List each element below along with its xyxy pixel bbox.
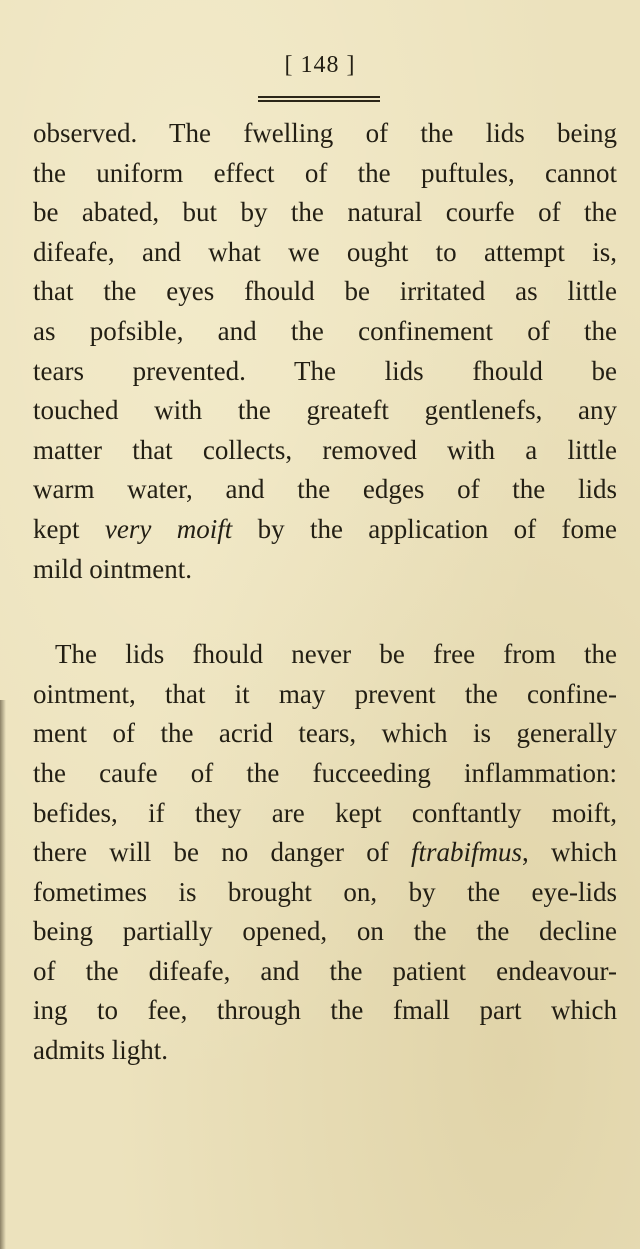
text-line: matter that collects, removed with a little	[33, 434, 617, 465]
page-number: [ 148 ]	[284, 52, 356, 78]
text-line: mild ointment.	[33, 553, 192, 584]
text-run: kept	[33, 513, 105, 544]
text-line	[33, 510, 617, 550]
page-header	[0, 52, 640, 79]
text-line: ointment, that it may prevent the confine-	[33, 678, 617, 709]
text-line: of the difeafe, and the patient endeavour-	[33, 955, 617, 986]
text-line: warm water, and the edges of the lids	[33, 474, 617, 505]
header-rule	[258, 96, 380, 102]
text-line: fometimes is brought on, by the eye-lids	[33, 876, 617, 907]
text-line: difeafe, and what we ought to attempt is,	[33, 236, 617, 267]
paragraph-1	[33, 114, 617, 589]
text-line: observed. The fwelling of the lids being	[33, 118, 617, 148]
italic-phrase: very moift	[104, 513, 233, 544]
body-text	[33, 114, 617, 1071]
paragraph-gap	[33, 589, 617, 635]
text-line: befides, if they are kept conftantly moift,	[33, 797, 617, 828]
text-line: The lids fhould never be free from the	[55, 639, 617, 670]
text-line: ment of the acrid tears, which is generally	[33, 718, 617, 749]
text-line	[33, 833, 617, 873]
paragraph-2	[33, 635, 617, 1071]
page-edge-shadow	[0, 700, 6, 1249]
text-line: that the eyes fhould be irritated as little	[33, 276, 617, 307]
text-line: the uniform effect of the puftules, cannot	[33, 157, 617, 188]
text-line: as pofsible, and the confinement of the	[33, 315, 617, 346]
text-run: , which	[522, 837, 617, 868]
text-line: being partially opened, on the the decline	[33, 916, 617, 947]
text-run: there will be no danger of	[33, 837, 411, 868]
text-line: be abated, but by the natural courfe of the	[33, 197, 617, 228]
text-line: tears prevented. The lids fhould be	[33, 355, 617, 386]
text-line: admits light.	[33, 1035, 168, 1066]
text-run: by the application of fome	[232, 513, 617, 544]
text-line: touched with the greateft gentlenefs, any	[33, 395, 617, 426]
text-line: ing to fee, through the fmall part which	[33, 995, 617, 1026]
italic-term: ftrabifmus	[410, 837, 522, 868]
text-line: the caufe of the fucceeding inflammation:	[33, 757, 617, 788]
